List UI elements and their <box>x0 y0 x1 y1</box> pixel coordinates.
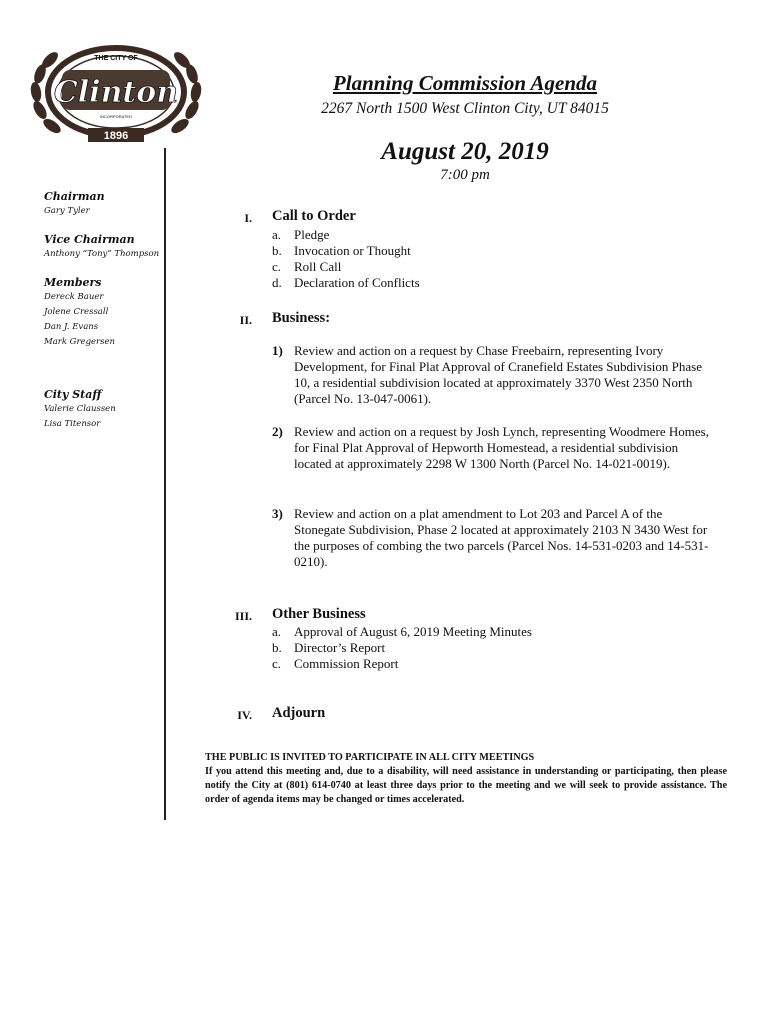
sidebar-name: Mark Gregersen <box>44 337 115 347</box>
list-item: b. Invocation or Thought <box>272 243 411 258</box>
section-numeral: II. <box>239 313 252 327</box>
sidebar-city-staff <box>44 388 162 432</box>
list-item: c. Roll Call <box>272 259 342 274</box>
section-numeral: I. <box>244 211 252 225</box>
list-item: b. Director’s Report <box>272 640 386 655</box>
section-numeral: IV. <box>237 708 252 722</box>
logo-ribbon-text: INCORPORATED <box>100 114 132 119</box>
sidebar-title: Members <box>44 276 102 289</box>
sidebar-title: Vice Chairman <box>44 233 135 246</box>
section-title-call-to-order: Call to Order <box>272 208 356 224</box>
sidebar-title: City Staff <box>44 388 102 401</box>
list-item: a. Pledge <box>272 227 330 242</box>
sidebar-name: Valerie Claussen <box>44 404 116 414</box>
section-title-business: Business: <box>272 310 331 326</box>
logo-city-label: THE CITY OF <box>94 55 138 62</box>
sidebar-title: Chairman <box>44 190 105 203</box>
agenda-header <box>260 70 670 119</box>
sidebar-members <box>44 276 162 350</box>
meeting-date: August 20, 2019 <box>381 138 549 165</box>
sidebar <box>44 190 162 446</box>
sidebar-name: Dan J. Evans <box>44 322 99 332</box>
sidebar-name: Dereck Bauer <box>44 292 104 302</box>
meeting-address: 2267 North 1500 West Clinton City, UT 84015 <box>321 100 609 117</box>
public-notice <box>205 751 727 807</box>
sidebar-name: Jolene Cressall <box>44 307 109 317</box>
business-item: 1) Review and action on a request by Chase Freebairn, representing Ivory Development, for Final Plat Approval of Cranefield Estates Subdivision Phase 10, a residential subdivision located at approximately 3370 West 2350 North (Parcel No. 13-047-0061). <box>272 343 702 406</box>
page-title: Planning Commission Agenda <box>332 71 598 95</box>
business-item: 2) Review and action on a request by Josh Lynch, representing Woodmere Homes, for Final Plat Approval of Hepworth Homestead, a residential subdivision located at approximately 2298 W 1300 North (Parcel No. 14-021-0019). <box>272 424 709 471</box>
list-item: a. Approval of August 6, 2019 Meeting Minutes <box>272 624 532 639</box>
sidebar-name: Lisa Titensor <box>44 419 101 429</box>
list-item: d. Declaration of Conflicts <box>272 275 420 290</box>
logo-year: 1896 <box>103 130 129 142</box>
section-title-adjourn: Adjourn <box>272 705 326 721</box>
sidebar-divider <box>164 148 166 820</box>
business-item: 3) Review and action on a plat amendment to Lot 203 and Parcel A of the Stonegate Subdivision, Phase 2 located at approximately 2103 N 3430 West for the purposes of combing the two parcels (Parcel Nos. 14-531-0203 and 14-531-0210). <box>272 506 709 569</box>
list-item: c. Commission Report <box>272 656 399 671</box>
meeting-time: 7:00 pm <box>440 167 490 183</box>
sidebar-vice-chairman <box>44 233 162 262</box>
city-logo <box>26 40 206 150</box>
logo-city-name: Clinton <box>53 75 179 110</box>
section-numeral: III. <box>234 609 252 623</box>
sidebar-chairman <box>44 190 162 219</box>
section-title-other-business: Other Business <box>272 606 366 622</box>
sidebar-name: Anthony “Tony” Thompson <box>44 249 160 259</box>
notice-body: If you attend this meeting and, due to a disability, will need assistance in understanding or participating, then please notify the City at (801) 614-0740 at least three days prior to the meeting and we will seek to provide assistance. The order of agenda items may be changed or times accelerated. <box>205 766 727 805</box>
notice-heading: THE PUBLIC IS INVITED TO PARTICIPATE IN ALL CITY MEETINGS <box>205 752 535 763</box>
sidebar-name: Gary Tyler <box>44 206 90 216</box>
